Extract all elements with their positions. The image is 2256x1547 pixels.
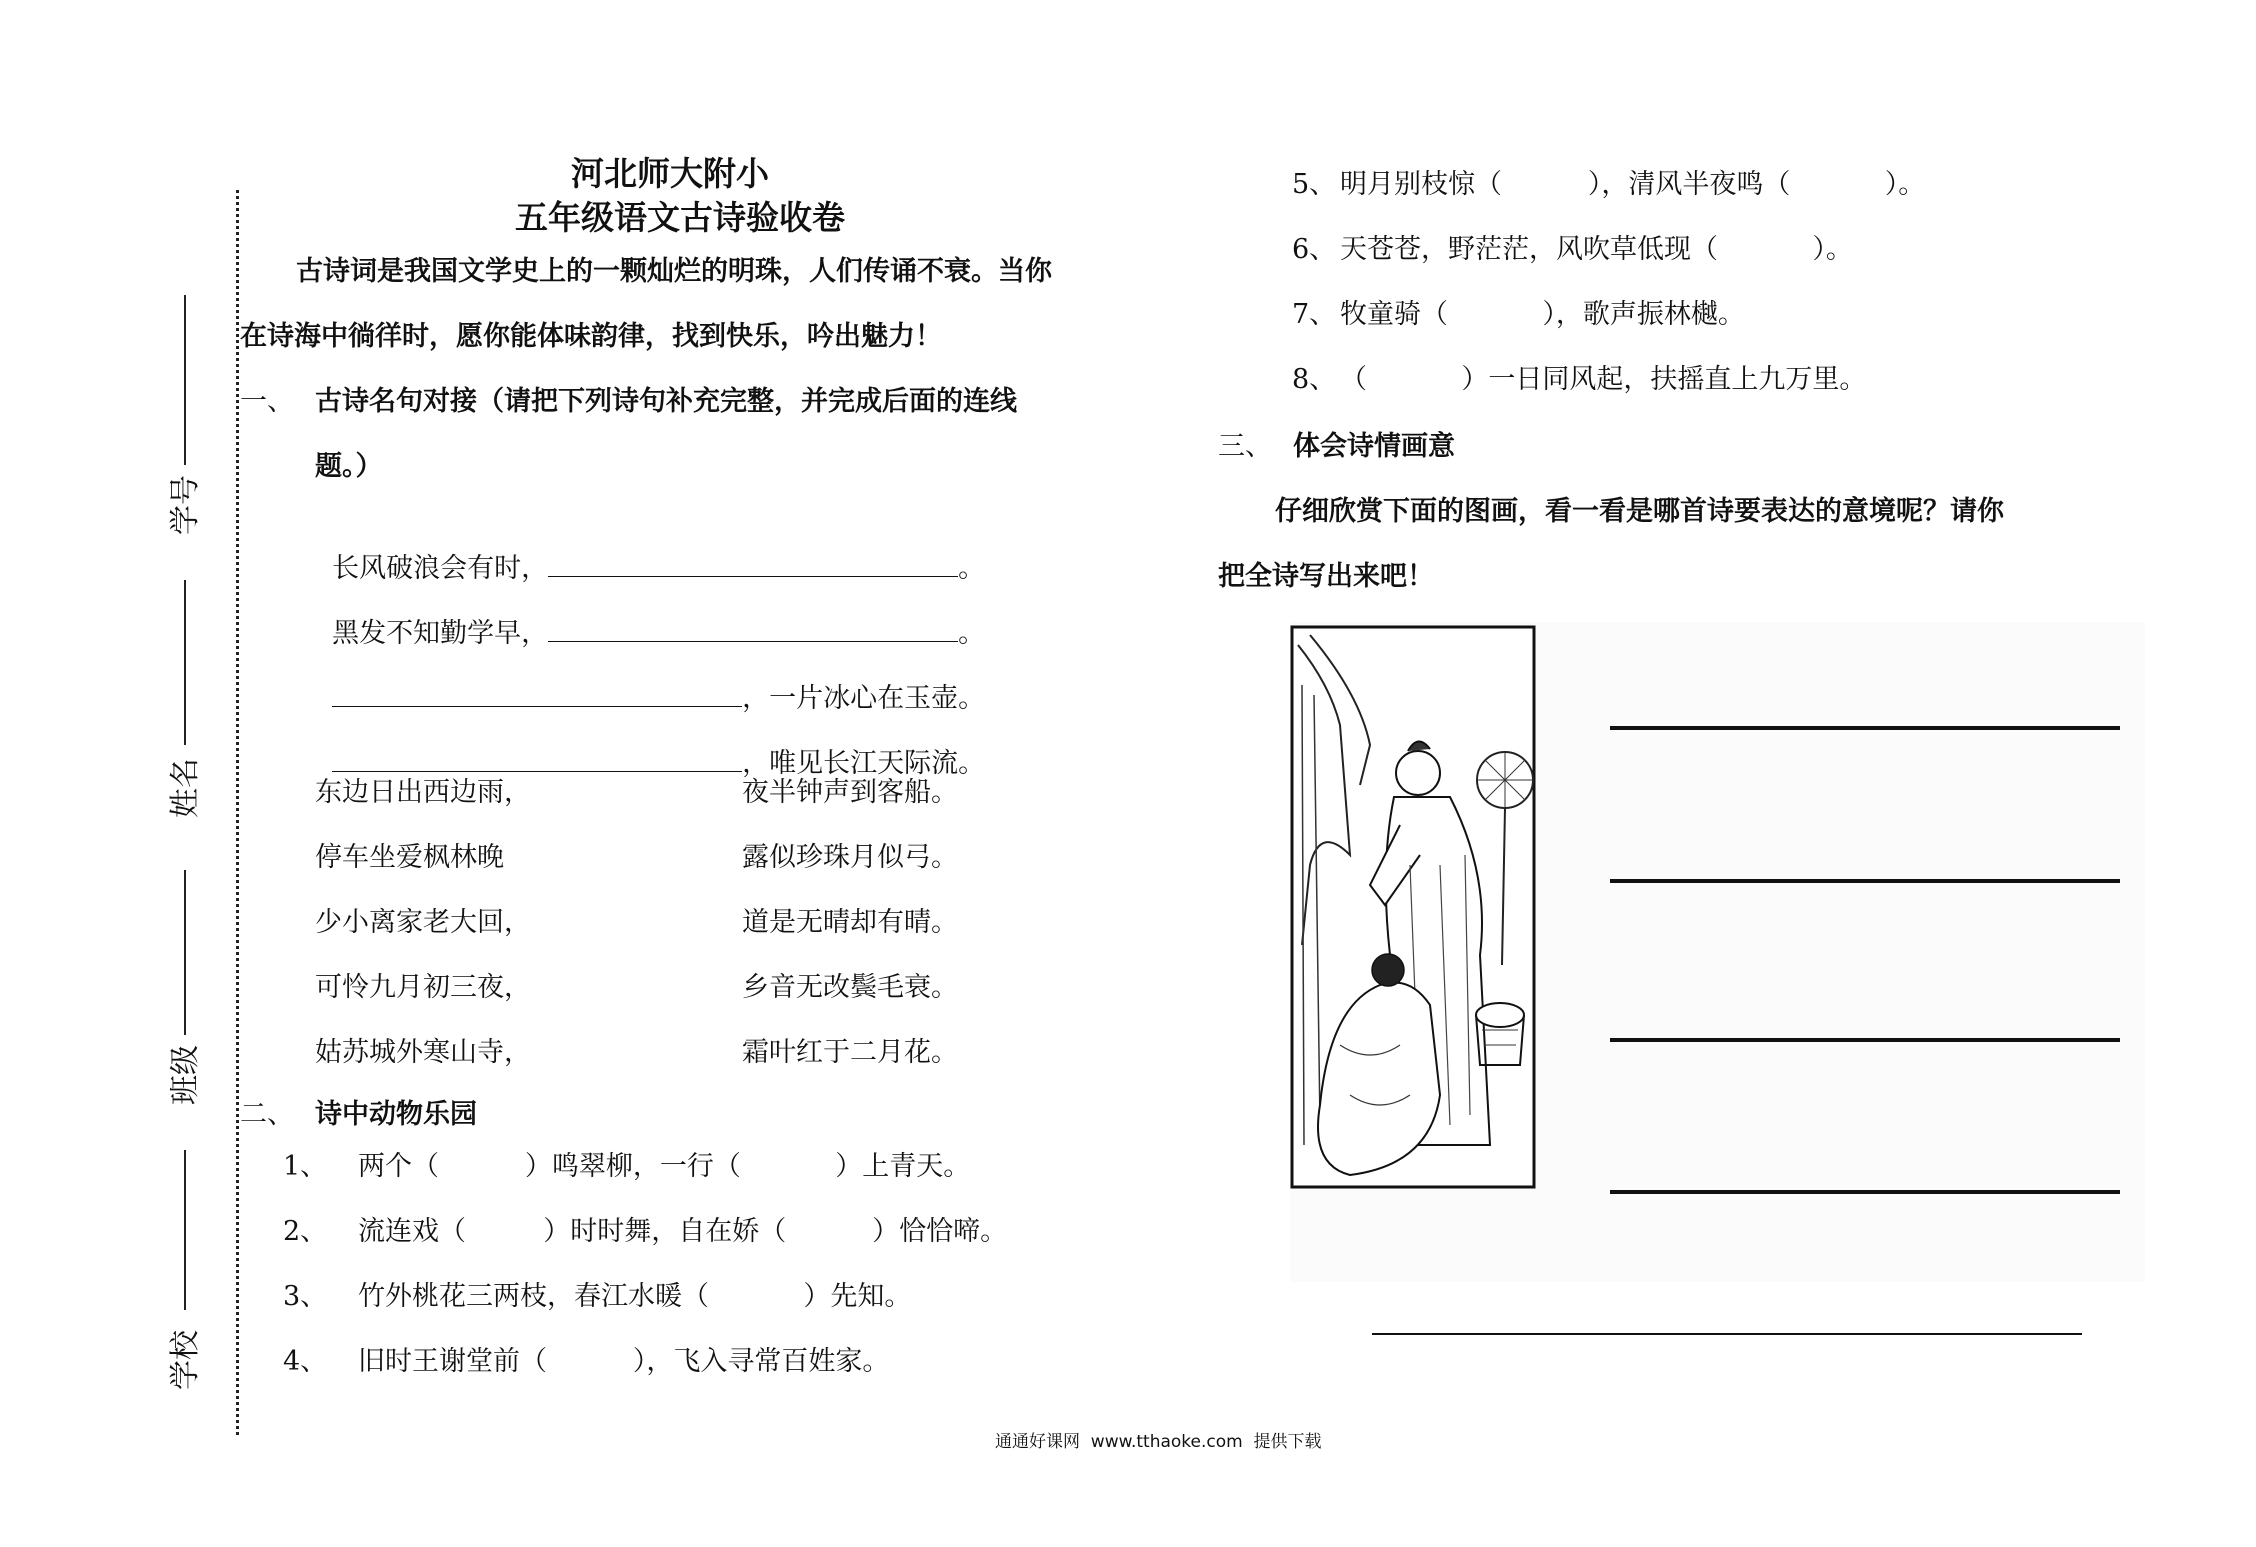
section2-item-5[interactable]: 明月别枝惊（ ），清风半夜鸣（ ）。 xyxy=(1340,169,1926,200)
answer-line-4[interactable] xyxy=(1610,1190,2120,1194)
school-title: 河北师大附小 xyxy=(571,154,769,193)
fill-blank-1[interactable] xyxy=(548,550,958,577)
section2-item-4-num: 4、 xyxy=(283,1346,328,1377)
fill-item-4 xyxy=(315,711,985,781)
fill-blank-3[interactable] xyxy=(332,680,742,707)
name-line xyxy=(184,580,186,745)
section2-item-7[interactable]: 牧童骑（ ），歌声振林樾。 xyxy=(1340,299,1745,330)
fill-item-2 xyxy=(315,581,985,651)
section1-heading-cont: 题。） xyxy=(315,451,383,482)
section2-item-7-num: 7、 xyxy=(1292,299,1337,330)
student-id-label: 学号 xyxy=(168,475,203,535)
section2-item-1-num: 1、 xyxy=(283,1151,328,1182)
section2-item-2[interactable]: 流连戏（ ）时时舞，自在娇（ ）恰恰啼。 xyxy=(358,1216,1008,1247)
fill-item-1-after: 。 xyxy=(958,553,986,584)
section2-heading: 诗中动物乐园 xyxy=(315,1099,477,1130)
school-line xyxy=(184,1150,186,1310)
fill-item-1 xyxy=(315,516,985,586)
answer-line-2[interactable] xyxy=(1610,879,2120,883)
fill-item-2-before: 黑发不知勤学早， xyxy=(332,618,549,649)
section2-item-8-num: 8、 xyxy=(1292,364,1337,395)
fill-item-1-before: 长风破浪会有时， xyxy=(332,553,549,584)
match-right-1[interactable]: 夜半钟声到客船。 xyxy=(742,777,958,808)
section2-item-5-num: 5、 xyxy=(1292,169,1337,200)
section2-item-8[interactable]: （ ）一日同风起，扶摇直上九万里。 xyxy=(1340,364,1867,395)
match-left-5[interactable]: 姑苏城外寒山寺， xyxy=(315,1037,531,1068)
intro-line-2: 在诗海中徜徉时，愿你能体味韵律，找到快乐，吟出魅力！ xyxy=(240,321,942,352)
fill-item-3 xyxy=(315,646,985,716)
fill-item-3-after: ，一片冰心在玉壶。 xyxy=(742,683,986,714)
fill-blank-4[interactable] xyxy=(332,745,742,772)
section3-heading: 体会诗情画意 xyxy=(1293,431,1455,462)
match-left-2[interactable]: 停车坐爱枫林晚 xyxy=(315,842,504,873)
answer-line-5[interactable] xyxy=(1372,1333,2082,1335)
section3-instruction-2: 把全诗写出来吧！ xyxy=(1218,561,1434,592)
fill-item-2-after: 。 xyxy=(958,618,986,649)
section3-instruction-1: 仔细欣赏下面的图画，看一看是哪首诗要表达的意境呢？请你 xyxy=(1275,496,2004,527)
student-id-line xyxy=(184,295,186,465)
exam-title: 五年级语文古诗验收卷 xyxy=(515,198,845,237)
section1-heading: 古诗名句对接（请把下列诗句补充完整，并完成后面的连线 xyxy=(315,386,1017,417)
footer-note: 通通好课网 www.tthaoke.com 提供下载 xyxy=(995,1432,1322,1452)
section1-number: 一、 xyxy=(240,386,294,417)
fold-line xyxy=(236,190,239,1435)
match-right-5[interactable]: 霜叶红于二月花。 xyxy=(742,1037,958,1068)
match-right-4[interactable]: 乡音无改鬓毛衰。 xyxy=(742,972,958,1003)
match-left-4[interactable]: 可怜九月初三夜， xyxy=(315,972,531,1003)
fill-item-4-after: ，唯见长江天际流。 xyxy=(742,748,986,779)
section2-item-3-num: 3、 xyxy=(283,1281,328,1312)
match-left-1[interactable]: 东边日出西边雨， xyxy=(315,777,531,808)
answer-line-1[interactable] xyxy=(1610,726,2120,730)
section3-number: 三、 xyxy=(1218,431,1272,462)
section2-item-3[interactable]: 竹外桃花三两枝，春江水暖（ ）先知。 xyxy=(358,1281,912,1312)
intro-line-1: 古诗词是我国文学史上的一颗灿烂的明珠，人们传诵不衰。当你 xyxy=(296,256,1052,287)
section2-item-6[interactable]: 天苍苍，野茫茫，风吹草低现（ ）。 xyxy=(1340,234,1853,265)
class-label: 班级 xyxy=(168,1045,203,1105)
match-left-3[interactable]: 少小离家老大回， xyxy=(315,907,531,938)
fill-blank-2[interactable] xyxy=(548,615,958,642)
name-label: 姓名 xyxy=(168,758,203,818)
match-right-2[interactable]: 露似珍珠月似弓。 xyxy=(742,842,958,873)
class-line xyxy=(184,870,186,1035)
section2-item-4[interactable]: 旧时王谢堂前（ ），飞入寻常百姓家。 xyxy=(358,1346,890,1377)
school-label: 学校 xyxy=(168,1330,203,1390)
section2-item-6-num: 6、 xyxy=(1292,234,1337,265)
section2-number: 二、 xyxy=(240,1099,294,1130)
poem-illustration xyxy=(1290,625,1538,1191)
section2-item-2-num: 2、 xyxy=(283,1216,328,1247)
section2-item-1[interactable]: 两个（ ）鸣翠柳，一行（ ）上青天。 xyxy=(358,1151,971,1182)
answer-line-3[interactable] xyxy=(1610,1038,2120,1042)
match-right-3[interactable]: 道是无晴却有晴。 xyxy=(742,907,958,938)
